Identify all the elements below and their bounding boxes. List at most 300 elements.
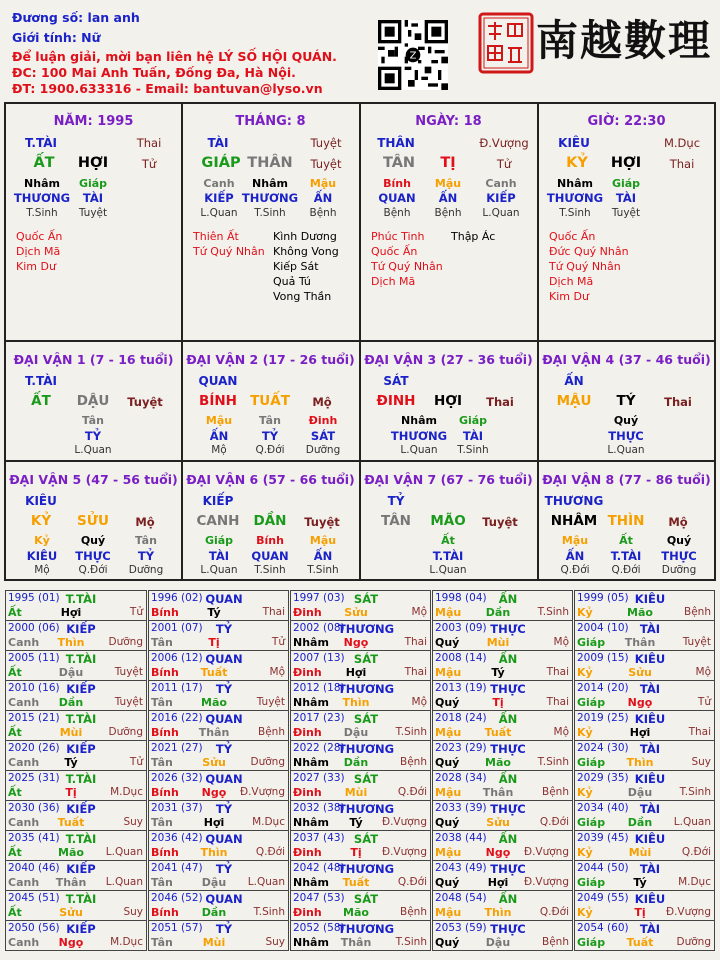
annual-stem: Mậu [435,906,462,919]
annual-stem: Ất [8,846,22,859]
annual-year: 2014 (20) [577,682,629,694]
shen-sha-item: Dịch Mã [371,275,416,288]
annual-branch: Thân [624,636,656,649]
annual-stem: Ất [8,666,22,679]
luck-pillar-stage: Tuyệt [304,515,340,529]
annual-branch: Dậu [485,936,511,949]
annual-pillar-cell [574,770,715,801]
annual-star: KIÊU [634,712,666,726]
annual-stem: Mậu [435,786,462,799]
hidden-stem: Mậu [205,414,233,427]
annual-branch: Tý [349,816,363,829]
annual-pillar-cell [5,770,147,801]
annual-pillar-cell [5,680,147,711]
annual-star: KIÊU [634,892,666,906]
annual-branch: Dần [201,906,227,919]
annual-year: 2012 (18) [293,682,345,694]
luck-pillar-title: ĐẠI VẬN 3 (27 - 36 tuổi) [364,352,533,367]
annual-star: KIÊU [634,832,666,846]
pillar-branch: HỢI [77,155,109,171]
annual-star: THƯƠNG [337,742,395,756]
hidden-stage: L.Quan [200,564,238,576]
luck-pillar-stem: BÍNH [199,393,237,409]
annual-star: ẤN [498,712,518,726]
hidden-stage: T.Sinh [307,564,339,576]
annual-pillar-cell [290,800,431,831]
annual-stage: L.Quan [105,846,143,858]
shen-sha-item: Vong Thần [273,290,332,303]
shen-sha-item: Kiếp Sát [273,260,319,273]
annual-stage: Tuyệt [114,696,143,708]
annual-star: T.TÀI [65,652,97,666]
annual-star: TỶ [215,922,233,936]
annual-stem: Canh [8,876,40,889]
annual-stage: Bệnh [542,786,569,798]
annual-stem: Quý [435,876,460,889]
luck-pillar-stem: KỶ [30,513,52,529]
hidden-stem: Ất [619,534,633,547]
annual-star: THƯƠNG [337,802,395,816]
annual-star: THƯƠNG [337,622,395,636]
annual-year: 2026 (32) [151,772,203,784]
annual-star: KIẾP [66,802,96,816]
annual-year: 2013 (19) [435,682,487,694]
annual-pillar-cell [148,830,289,861]
annual-stage: Mộ [553,636,569,648]
annual-pillar-cell [290,590,431,621]
hidden-stem: Tân [82,414,104,427]
annual-branch: Thân [340,936,372,949]
luck-pillar-branch: DẬU [76,393,110,409]
annual-stage: L.Quan [673,816,711,828]
hidden-stage: Dưỡng [128,564,164,576]
annual-star: KIÊU [634,652,666,666]
annual-branch: Mùi [344,786,368,799]
hidden-stem: Giáp [204,534,234,547]
hidden-star: THƯƠNG [546,191,604,205]
annual-star: SÁT [353,652,379,666]
annual-year: 2033 (39) [435,802,487,814]
annual-pillar-cell [290,680,431,711]
hidden-stage: T.Sinh [254,564,286,576]
annual-pillar-cell [432,680,573,711]
annual-branch: Mão [201,696,227,709]
annual-star: T.TÀI [65,592,97,606]
annual-year: 2019 (25) [577,712,629,724]
annual-stage: Tử [271,636,285,648]
annual-pillar-cell [148,710,289,741]
qr-code[interactable] [378,20,448,90]
annual-pillar-cell [5,620,147,651]
pillar-stage-branch: Tuyệt [310,157,342,171]
address-line: ĐC: 100 Mai Anh Tuấn, Đống Đa, Hà Nội. [12,65,296,80]
annual-star: ẤN [498,892,518,906]
annual-year: 2040 (46) [8,862,60,874]
annual-star: QUAN [205,772,243,786]
pillar-title: NĂM: 1995 [53,114,134,129]
hidden-stem: Quý [666,534,692,547]
annual-branch: Tý [491,666,505,679]
annual-star: KIẾP [66,922,96,936]
annual-year: 1995 (01) [8,592,60,604]
hidden-star: THỰC [75,549,111,563]
pillar-stage: Thai [136,136,162,150]
phone-email-line[interactable]: ĐT: 1900.633316 - Email: bantuvan@lyso.vn [12,81,323,96]
annual-pillar-cell [148,770,289,801]
hidden-stem: Bính [383,177,411,190]
shen-sha-item: Dịch Mã [16,245,61,258]
pillar-main-star: TÀI [207,136,229,150]
annual-year: 2006 (12) [151,652,203,664]
annual-year: 2053 (59) [435,922,487,934]
annual-pillar-cell [432,830,573,861]
annual-branch: Tị [208,636,220,649]
luck-pillar-title: ĐẠI VẬN 8 (77 - 86 tuổi) [542,472,711,487]
shen-sha-item: Quốc Ấn [549,230,596,243]
pillar-branch: HỢI [610,155,642,171]
annual-stem: Bính [151,666,179,679]
hidden-stage: Q.Đới [255,444,285,456]
hidden-stem: Quý [80,534,106,547]
luck-pillar-star: ẤN [564,374,584,388]
hidden-star: TỶ [137,549,155,563]
annual-star: TÀI [639,682,661,696]
annual-stem: Bính [151,846,179,859]
annual-pillar-cell [432,740,573,771]
annual-branch: Thìn [626,756,654,769]
hidden-star: TỶ [261,429,279,443]
annual-year: 1996 (02) [151,592,203,604]
annual-branch: Dần [58,696,84,709]
annual-year: 2050 (56) [8,922,60,934]
annual-branch: Sửu [486,816,510,829]
annual-pillar-cell [574,740,715,771]
annual-branch: Tý [633,876,647,889]
annual-pillar-cell [5,590,147,621]
annual-pillar-cell [290,650,431,681]
annual-branch: Mùi [202,936,226,949]
luck-pillar-stage: Tuyệt [127,395,163,409]
annual-branch: Tị [634,906,646,919]
annual-stem: Giáp [577,816,606,829]
hidden-stem: Canh [203,177,235,190]
annual-star: TÀI [639,622,661,636]
annual-pillar-cell [432,860,573,891]
annual-star: T.TÀI [65,712,97,726]
annual-star: THƯƠNG [337,682,395,696]
annual-stage: Q.Đới [539,906,569,918]
annual-branch: Mão [343,906,369,919]
luck-pillar-stem: MẬU [556,393,592,409]
annual-stage: Mộ [411,606,427,618]
luck-pillar-stage: Mộ [668,515,688,529]
luck-pillar-title: ĐẠI VẬN 1 (7 - 16 tuổi) [13,352,174,367]
annual-branch: Thân [55,876,87,889]
annual-stem: Canh [8,816,40,829]
annual-stem: Tân [151,876,173,889]
annual-stem: Đinh [293,846,322,859]
hidden-stem: Tân [135,534,157,547]
annual-stage: Tử [697,696,711,708]
annual-pillar-cell [148,740,289,771]
hidden-stage: Bệnh [383,207,411,219]
annual-branch: Tý [207,606,221,619]
annual-pillar-cell [432,710,573,741]
hidden-stage: Tuyệt [78,207,108,219]
annual-branch: Mùi [486,636,510,649]
annual-stem: Giáp [577,636,606,649]
annual-branch: Thìn [342,696,370,709]
annual-year: 2036 (42) [151,832,203,844]
annual-stem: Quý [435,756,460,769]
annual-stage: Mộ [553,726,569,738]
annual-branch: Ngọ [627,696,653,709]
annual-pillar-cell [148,620,289,651]
annual-year: 2032 (38) [293,802,345,814]
pillar-branch: TỊ [440,155,456,171]
annual-star: KIẾP [66,862,96,876]
annual-stem: Bính [151,726,179,739]
pillar-stem: ẤT [33,155,55,171]
hidden-stage: L.Quan [400,444,438,456]
annual-branch: Mùi [628,846,652,859]
luck-pillar-stage: Mộ [135,515,155,529]
annual-branch: Hợi [629,726,651,739]
annual-star: ẤN [498,832,518,846]
pillar-stage-branch: Tử [141,157,157,171]
pillar-stem: TÂN [382,155,416,171]
hidden-stem: Canh [485,177,517,190]
shen-sha-item: Quả Tú [273,275,311,288]
annual-star: QUAN [205,832,243,846]
annual-star: THỰC [490,862,526,876]
annual-star: QUAN [205,652,243,666]
hidden-star: TÀI [208,549,230,563]
annual-pillar-cell [574,680,715,711]
annual-stem: Bính [151,906,179,919]
shen-sha-item: Không Vong [273,245,339,258]
annual-year: 2037 (43) [293,832,345,844]
annual-branch: Dần [485,606,511,619]
annual-branch: Hợi [487,876,509,889]
annual-stage: Bệnh [400,906,427,918]
annual-stem: Mậu [435,606,462,619]
annual-branch: Ngọ [58,936,84,949]
annual-year: 2041 (47) [151,862,203,874]
pillar-stem: GIÁP [201,155,241,171]
annual-branch: Mão [485,756,511,769]
annual-year: 2022 (28) [293,742,345,754]
annual-stage: Đ.Vượng [239,786,285,798]
hidden-stage: T.Sinh [559,207,591,219]
annual-stem: Mậu [435,726,462,739]
luck-pillar-branch: DẦN [253,513,287,529]
annual-star: THỰC [490,682,526,696]
annual-star: TÀI [639,862,661,876]
annual-branch: Tý [64,756,78,769]
luck-pillar-stem: ĐINH [376,393,416,409]
annual-stage: M.Dục [110,936,143,948]
hidden-stage: Dưỡng [661,564,697,576]
annual-stem: Canh [8,696,40,709]
annual-star: THỰC [490,922,526,936]
annual-branch: Thân [198,726,230,739]
luck-pillar-star: KIẾP [202,494,234,508]
annual-branch: Ngọ [201,786,227,799]
luck-pillar-star: SÁT [383,374,409,388]
luck-pillar-stage: Tuyệt [482,515,518,529]
annual-star: KIẾP [66,622,96,636]
annual-stage: Tử [129,606,143,618]
annual-pillar-cell [432,890,573,921]
hidden-stage: Tuyệt [611,207,641,219]
annual-year: 1997 (03) [293,592,345,604]
shen-sha-item: Kim Dư [16,260,56,273]
annual-stem: Bính [151,786,179,799]
annual-star: TÀI [639,802,661,816]
luck-pillar-stage: Mộ [312,395,332,409]
annual-star: SÁT [353,832,379,846]
annual-stage: Bệnh [258,726,285,738]
hidden-star: THƯƠNG [13,191,71,205]
annual-branch: Thìn [57,636,85,649]
annual-star: TỶ [215,802,233,816]
annual-branch: Thìn [484,906,512,919]
luck-pillar-star: T.TÀI [25,374,57,388]
annual-stem: Quý [435,816,460,829]
annual-star: SÁT [353,592,379,606]
shen-sha-item: Đức Quý Nhân [549,245,629,258]
hidden-stage: Mộ [34,564,50,576]
annual-branch: Tuất [626,936,654,949]
annual-year: 2017 (23) [293,712,345,724]
annual-year: 2035 (41) [8,832,60,844]
annual-stem: Nhâm [293,816,329,829]
annual-star: KIÊU [634,772,666,786]
annual-star: T.TÀI [65,892,97,906]
hidden-stage: Bệnh [309,207,337,219]
hidden-stem: Ất [441,534,455,547]
annual-stem: Canh [8,756,40,769]
hidden-stem: Tân [259,414,281,427]
annual-stem: Canh [8,936,40,949]
annual-pillar-cell [5,920,147,951]
annual-year: 2005 (11) [8,652,60,664]
annual-branch: Tuất [484,726,512,739]
annual-pillar-cell [432,590,573,621]
annual-branch: Thìn [200,846,228,859]
contact-line[interactable]: Để luận giải, mời bạn liên hệ LÝ SỐ HỘI QUÁN. [12,49,337,64]
annual-stem: Nhâm [293,756,329,769]
hidden-stem: Đinh [308,414,338,427]
hidden-star: THỰC [661,549,697,563]
pillar-title: THÁNG: 8 [235,114,306,129]
annual-pillar-cell [574,590,715,621]
annual-stem: Giáp [577,696,606,709]
annual-year: 2042 (48) [293,862,345,874]
annual-stem: Tân [151,816,173,829]
annual-stem: Quý [435,696,460,709]
annual-stage: Tuyệt [114,666,143,678]
annual-stage: T.Sinh [537,606,569,618]
annual-stem: Mậu [435,846,462,859]
annual-branch: Hợi [345,666,367,679]
annual-branch: Ngọ [343,636,369,649]
annual-stage: Dưỡng [250,756,285,768]
gender-line: Giới tính: Nữ [12,30,101,45]
hidden-stem: Nhâm [24,177,60,190]
annual-branch: Sửu [59,906,83,919]
annual-stem: Đinh [293,906,322,919]
annual-stem: Bính [151,606,179,619]
hidden-stem: Mậu [561,534,589,547]
annual-stem: Mậu [435,666,462,679]
annual-pillar-cell [148,650,289,681]
annual-stage: L.Quan [247,876,285,888]
hidden-stem: Quý [613,414,639,427]
annual-pillar-cell [574,620,715,651]
annual-year: 2030 (36) [8,802,60,814]
annual-pillar-cell [432,620,573,651]
hidden-stage: L.Quan [200,207,238,219]
annual-year: 2004 (10) [577,622,629,634]
annual-star: T.TÀI [65,832,97,846]
pillar-main-star: KIÊU [558,136,590,150]
annual-year: 2021 (27) [151,742,203,754]
pillar-stage: M.Dục [663,136,701,150]
annual-star: ẤN [498,772,518,786]
pillar-stage-branch: Tử [496,157,512,171]
annual-pillar-cell [432,800,573,831]
annual-year: 2015 (21) [8,712,60,724]
hidden-stage: T.Sinh [254,207,286,219]
annual-stage: T.Sinh [395,936,427,948]
luck-pillar-branch: SỬU [77,513,109,529]
annual-stage: Suy [691,756,711,768]
annual-star: QUAN [205,892,243,906]
luck-pillar-title: ĐẠI VẬN 4 (37 - 46 tuổi) [542,352,711,367]
annual-branch: Mùi [59,726,83,739]
annual-year: 2024 (30) [577,742,629,754]
annual-star: KIẾP [66,682,96,696]
pillar-stage: Đ.Vượng [479,136,529,150]
shen-sha-item: Tứ Quý Nhân [549,260,621,273]
annual-pillar-cell [148,860,289,891]
annual-stage: T.Sinh [253,906,285,918]
pillar-title: NGÀY: 18 [415,114,482,129]
annual-year: 2044 (50) [577,862,629,874]
annual-star: SÁT [353,892,379,906]
hidden-stem: Nhâm [557,177,593,190]
hidden-star: ẤN [565,549,585,563]
annual-pillar-cell [290,770,431,801]
luck-pillar-title: ĐẠI VẬN 7 (67 - 76 tuổi) [364,472,533,487]
luck-pillar-branch: HỢI [433,393,463,409]
annual-branch: Sửu [202,756,226,769]
annual-stem: Kỷ [577,726,593,739]
annual-year: 2002 (08) [293,622,345,634]
hidden-stem: Giáp [611,177,641,190]
annual-branch: Mão [58,846,84,859]
annual-stem: Quý [435,636,460,649]
hidden-star: QUAN [378,191,416,205]
annual-branch: Hợi [203,816,225,829]
pillar-stage: Tuyệt [310,136,342,150]
luck-pillar-star: QUAN [198,374,238,388]
annual-year: 2048 (54) [435,892,487,904]
shen-sha-item: Tứ Quý Nhân [371,260,443,273]
annual-pillar-cell [290,710,431,741]
